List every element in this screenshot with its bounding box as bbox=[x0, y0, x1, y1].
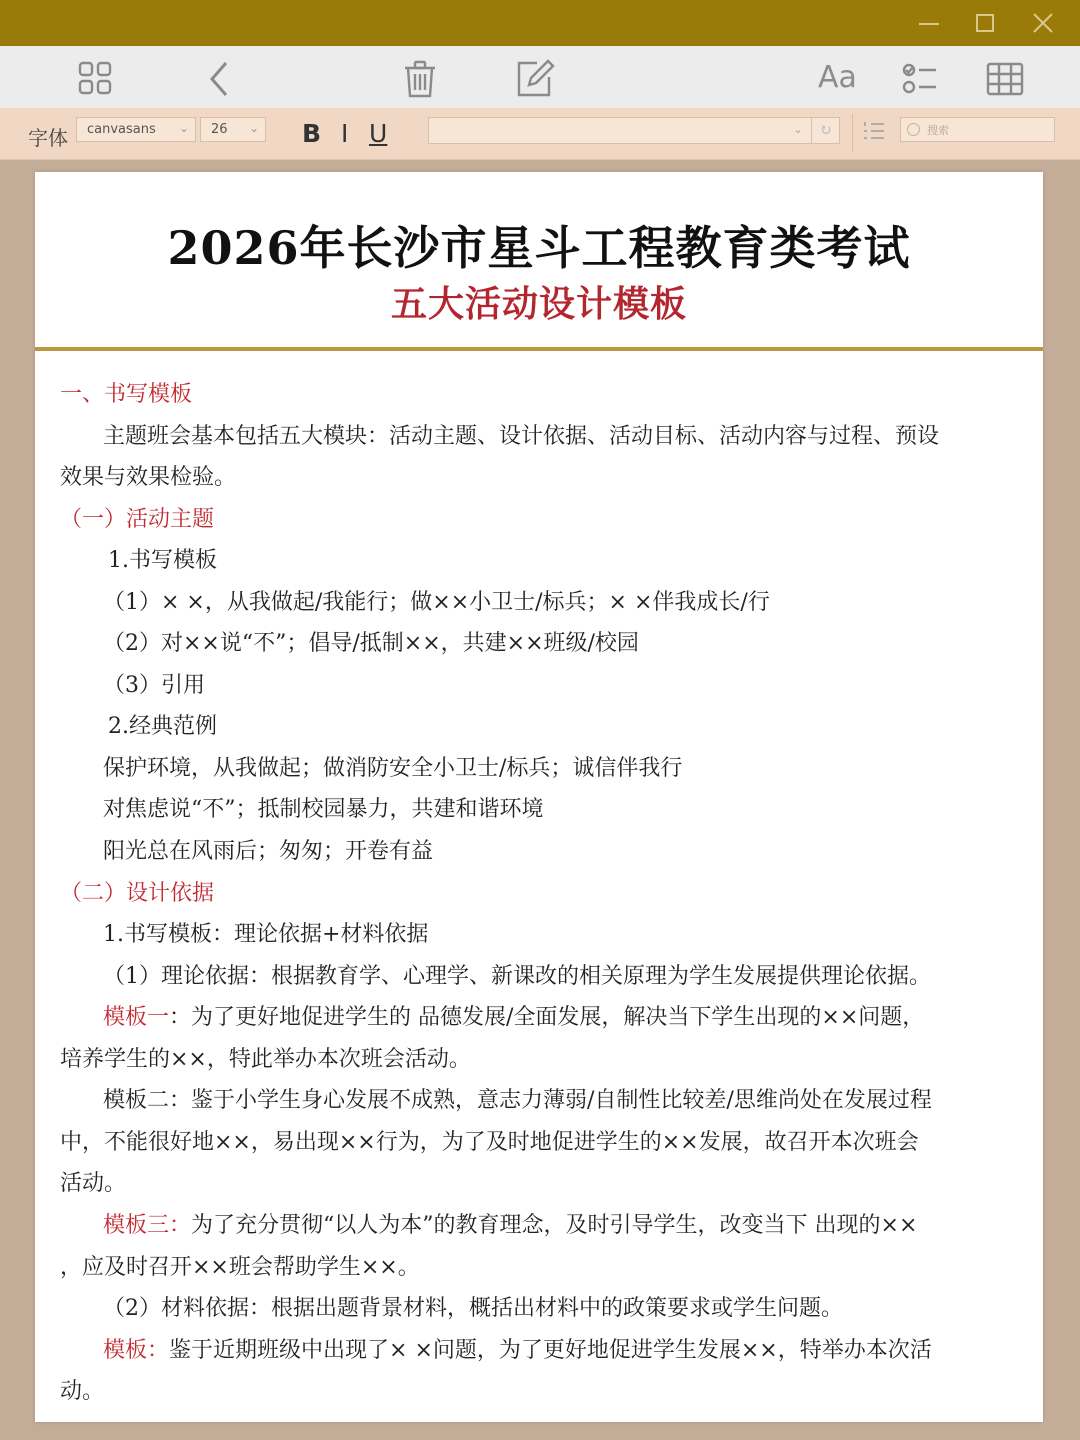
document-page[interactable] bbox=[35, 172, 1043, 1422]
table-icon[interactable] bbox=[985, 59, 1025, 99]
refresh-icon[interactable]: ↻ bbox=[811, 118, 839, 143]
paragraph-line bbox=[103, 1211, 917, 1241]
paragraph-line: 效果与效果检验。 bbox=[60, 465, 237, 490]
trash-icon[interactable] bbox=[400, 59, 440, 99]
template-label: 模板三： bbox=[103, 1213, 192, 1238]
font-size-value: 26 bbox=[211, 122, 228, 137]
paragraph-line: 对焦虑说“不”；抵制校园暴力，共建和谐环境 bbox=[103, 797, 544, 822]
paragraph-line: 保护环境，从我做起；做消防安全小卫士/标兵；诚信伴我行 bbox=[103, 756, 683, 781]
chevron-down-icon: ⌄ bbox=[248, 121, 259, 135]
paragraph-line: 1.书写模板：理论依据+材料依据 bbox=[103, 922, 429, 947]
grid-icon[interactable] bbox=[76, 59, 116, 99]
template-text: 鉴于近期班级中出现了× ×问题，为了更好地促进学生发展××，特举办本次活 bbox=[169, 1338, 932, 1363]
template-label: 模板一 bbox=[103, 1005, 170, 1030]
paragraph-line: （2）对××说“不”；倡导/抵制××，共建××班级/校园 bbox=[103, 631, 639, 656]
divider bbox=[852, 114, 853, 152]
template-label: 模板： bbox=[103, 1338, 170, 1363]
numbered-list-icon[interactable] bbox=[862, 118, 888, 144]
paragraph-line bbox=[103, 1003, 924, 1033]
paragraph-line: （2）材料依据：根据出题背景材料，概括出材料中的政策要求或学生问题。 bbox=[103, 1296, 843, 1321]
style-select[interactable] bbox=[428, 117, 840, 144]
font-size-icon[interactable]: Aa bbox=[818, 60, 857, 95]
paragraph-line bbox=[103, 1336, 932, 1366]
italic-button[interactable]: I bbox=[341, 119, 349, 148]
paragraph-line: 模板二：鉴于小学生身心发展不成熟，意志力薄弱/自制性比较差/思维尚处在发展过程 bbox=[103, 1088, 932, 1113]
title-divider bbox=[35, 347, 1043, 351]
maximize-icon[interactable] bbox=[967, 8, 1003, 38]
font-family-select[interactable] bbox=[76, 117, 196, 142]
paragraph-line: 培养学生的××，特此举办本次班会活动。 bbox=[60, 1047, 471, 1072]
close-icon[interactable] bbox=[1025, 8, 1061, 38]
paragraph-line: 动。 bbox=[60, 1379, 105, 1404]
section-heading: 一、书写模板 bbox=[60, 382, 193, 407]
paragraph-line: ，应及时召开××班会帮助学生××。 bbox=[60, 1255, 420, 1280]
search-placeholder: 搜索 bbox=[927, 124, 949, 137]
checklist-icon[interactable] bbox=[900, 59, 940, 99]
font-size-select[interactable] bbox=[200, 117, 266, 142]
font-label: 字体 bbox=[28, 126, 68, 150]
paragraph-line: 主题班会基本包括五大模块：活动主题、设计依据、活动目标、活动内容与过程、预设 bbox=[103, 424, 940, 449]
font-family-value: canvasans bbox=[87, 122, 156, 137]
back-icon[interactable] bbox=[200, 59, 240, 99]
template-text: ：为了更好地促进学生的 品德发展/全面发展，解决当下学生出现的××问题， bbox=[169, 1005, 925, 1030]
paragraph-line: 阳光总在风雨后；匆匆；开卷有益 bbox=[103, 839, 434, 864]
paragraph-line: 1.书写模板 bbox=[108, 548, 217, 573]
paragraph-line: 活动。 bbox=[60, 1171, 127, 1196]
paragraph-line: （3）引用 bbox=[103, 673, 205, 698]
chevron-down-icon: ⌄ bbox=[178, 121, 189, 135]
document-title: 2026年长沙市星斗工程教育类考试 bbox=[167, 221, 911, 275]
main-toolbar bbox=[0, 46, 1080, 108]
paragraph-line: 2.经典范例 bbox=[108, 714, 217, 739]
paragraph-line: （1）理论依据：根据教育学、心理学、新课改的相关原理为学生发展提供理论依据。 bbox=[103, 964, 931, 989]
edit-icon[interactable] bbox=[515, 59, 555, 99]
format-toolbar bbox=[0, 108, 1080, 160]
template-text: 为了充分贯彻“以人为本”的教育理念，及时引导学生，改变当下 出现的×× bbox=[191, 1213, 918, 1238]
bold-button[interactable]: B bbox=[302, 119, 322, 148]
underline-button[interactable]: U bbox=[369, 119, 388, 148]
paragraph-line: 中，不能很好地××，易出现××行为，为了及时地促进学生的××发展，故召开本次班会 bbox=[60, 1130, 919, 1155]
subsection-heading: （一）活动主题 bbox=[60, 507, 215, 532]
chevron-down-icon: ⌄ bbox=[792, 122, 803, 136]
search-icon bbox=[907, 123, 920, 136]
search-input[interactable] bbox=[900, 117, 1055, 142]
subsection-heading: （二）设计依据 bbox=[60, 881, 215, 906]
minimize-icon[interactable] bbox=[911, 8, 947, 38]
document-subtitle: 五大活动设计模板 bbox=[390, 283, 687, 325]
window-titlebar bbox=[0, 0, 1080, 46]
paragraph-line: （1）× ×，从我做起/我能行；做××小卫士/标兵；× ×伴我成长/行 bbox=[103, 590, 770, 615]
